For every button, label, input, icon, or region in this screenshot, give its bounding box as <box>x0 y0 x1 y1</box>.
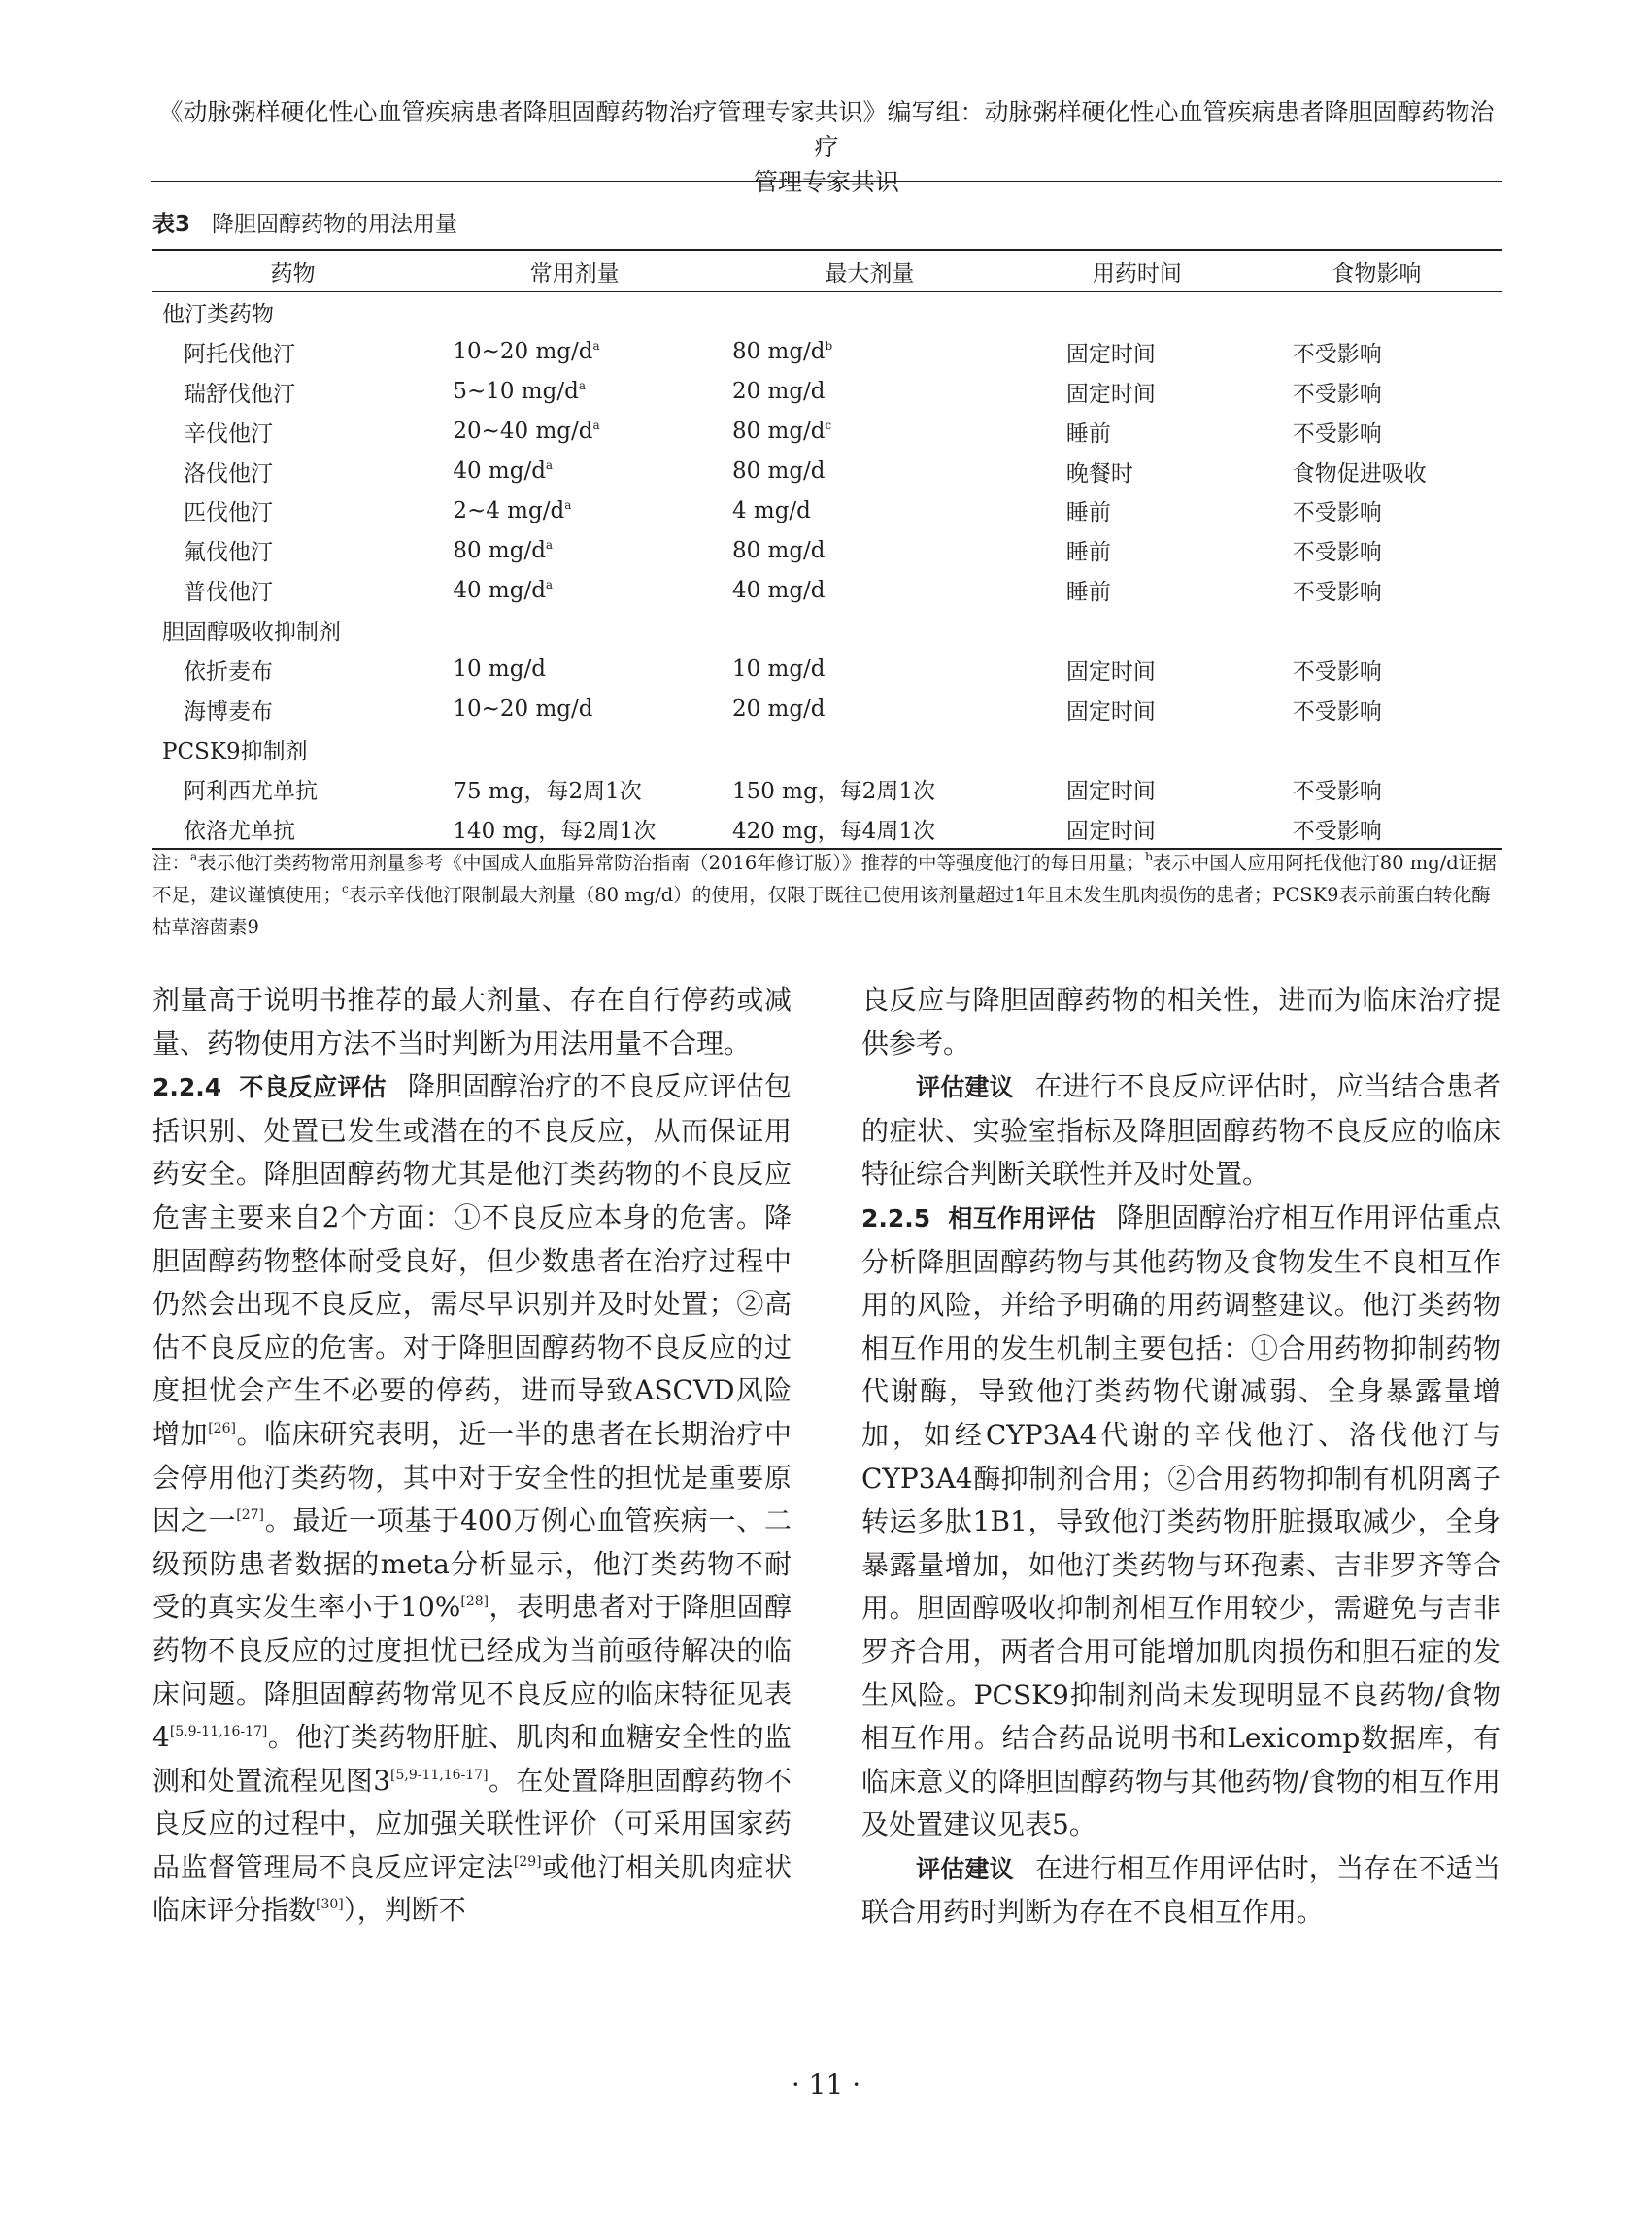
usual-dose-cell-text: 140 mg，每2周1次 <box>453 818 657 844</box>
section-2-2-5 <box>861 1197 1500 1847</box>
body-text: 或他汀相关肌肉症状临床评分指数 <box>152 1850 792 1927</box>
timing-cell <box>1024 332 1251 372</box>
food-effect-cell <box>1251 809 1502 850</box>
note-text: 表示辛伐他汀限制最大剂量（80 mg/d）的使用，仅限于既往已使用该剂量超过1年且未发生肌肉损伤的患者；PCSK9表示前蛋白转化酶枯草溶菌素9 <box>152 884 1491 938</box>
table-3 <box>152 210 1502 850</box>
max-dose-cell <box>716 530 1024 570</box>
body-text: 降胆固醇治疗相互作用评估重点分析降胆固醇药物与其他药物及食物发生不良相互作用的风险，并给予明确的用药调整建议。他汀类药物相互作用的发生机制主要包括：①合用药物抑制药物代谢酶，导致他汀类药物代谢减弱、全身暴露量增加，如经CYP3A4代谢的辛伐他汀、洛伐他汀与CYP3A4酶抑制剂合用；②合用药物抑制有机阴离子转运多肽1B1，导致他汀类药物肝脏摄取减少，全身暴露量增加，如他汀类药物与环孢素、吉非罗齐等合用。胆固醇吸收抑制剂相互作用较少，需避免与吉非罗齐合用，两者合用可能增加肌肉损伤和胆石症的发生风险。PCSK9抑制剂尚未发现明显不良药物/食物相互作用。结合药品说明书和Lexicomp数据库，有临床意义的降胆固醇药物与其他药物/食物的相互作用及处置建议见表5。 <box>861 1200 1500 1841</box>
food-effect-cell-text: 不受影响 <box>1292 818 1382 844</box>
usual-dose-cell <box>433 690 716 729</box>
max-dose-cell-text: 150 mg，每2周1次 <box>731 778 935 804</box>
table-row <box>152 332 1502 372</box>
drug-name-cell <box>152 332 433 372</box>
max-dose-cell <box>716 412 1024 452</box>
timing-cell <box>1024 809 1251 850</box>
drug-name-cell-text: 阿利西尤单抗 <box>184 778 318 804</box>
advice-text: 在进行不良反应评估时，应当结合患者的症状、实验室指标及降胆固醇药物不良反应的临床特征综合判断关联性并及时处置。 <box>861 1070 1500 1191</box>
max-dose-cell <box>716 690 1024 729</box>
usual-dose-cell-text: 80 mg/d <box>453 537 546 563</box>
table-row <box>152 769 1502 809</box>
body-text: 。他汀类药物肝脏、肌肉和血糖安全性的监测和处置流程见图3 <box>152 1721 792 1797</box>
section-title: 相互作用评估 <box>948 1203 1096 1232</box>
col-header-timing: 用药时间 <box>1024 250 1251 292</box>
drug-name-cell <box>152 769 433 809</box>
table-row <box>152 490 1502 530</box>
drug-name-cell <box>152 650 433 690</box>
max-dose-cell-text: 80 mg/d <box>731 537 826 563</box>
food-effect-cell <box>1251 372 1502 412</box>
timing-cell <box>1024 412 1251 452</box>
usual-dose-cell <box>433 490 716 530</box>
timing-cell <box>1024 490 1251 530</box>
max-dose-cell-text: 40 mg/d <box>731 577 826 603</box>
table-note <box>152 847 1502 943</box>
food-effect-cell-text: 不受影响 <box>1292 500 1382 526</box>
food-effect-cell-text: 不受影响 <box>1292 421 1382 447</box>
right-column <box>861 979 1500 1935</box>
header-line-1: 《动脉粥样硬化性心血管疾病患者降胆固醇药物治疗管理专家共识》编写组：动脉粥样硬化性心血管疾病患者降胆固醇药物治疗 <box>158 98 1495 161</box>
timing-cell-text: 睡前 <box>1065 540 1111 566</box>
dosage-table <box>152 249 1502 850</box>
paragraph: 良反应与降胆固醇药物的相关性，进而为临床治疗提供参考。 <box>861 984 1500 1060</box>
citation: [5,9-11,16-17] <box>390 1767 489 1783</box>
table-row <box>152 412 1502 452</box>
usual-dose-cell <box>433 809 716 850</box>
food-effect-cell-text: 食物促进吸收 <box>1292 460 1427 487</box>
max-dose-cell <box>716 490 1024 530</box>
usual-dose-cell <box>433 372 716 412</box>
footnote-marker: a <box>592 419 600 433</box>
food-effect-cell-text: 不受影响 <box>1292 778 1382 804</box>
food-effect-cell-text: 不受影响 <box>1292 658 1382 685</box>
usual-dose-cell-text: 5~10 mg/d <box>453 379 579 405</box>
drug-name-cell-text: 海博麦布 <box>184 698 273 725</box>
footnote-marker: a <box>545 537 554 552</box>
body-text: ），判断不 <box>343 1894 466 1927</box>
table-category-row <box>152 729 1502 769</box>
section-2-2-4 <box>152 1065 792 1933</box>
drug-name-cell <box>152 490 433 530</box>
usual-dose-cell-text: 40 mg/d <box>453 577 546 603</box>
food-effect-cell <box>1251 412 1502 452</box>
timing-cell <box>1024 650 1251 690</box>
table-category-row <box>152 292 1502 332</box>
food-effect-cell <box>1251 690 1502 729</box>
citation: [5,9-11,16-17] <box>169 1724 268 1740</box>
usual-dose-cell-text: 10~20 mg/d <box>453 339 593 365</box>
drug-name-cell-text: 匹伐他汀 <box>184 500 273 526</box>
usual-dose-cell <box>433 570 716 610</box>
drug-name-cell-text: 依洛尤单抗 <box>184 818 295 844</box>
max-dose-cell-text: 420 mg，每4周1次 <box>731 818 935 844</box>
footnote-marker: a <box>564 497 572 512</box>
assessment-advice <box>861 1847 1500 1935</box>
col-header-food-effect: 食物影响 <box>1251 250 1502 292</box>
col-header-max-dose: 最大剂量 <box>716 250 1024 292</box>
table-body <box>152 292 1502 850</box>
body-text: 降胆固醇治疗的不良反应评估包括识别、处置已发生或潜在的不良反应，从而保证用药安全。降胆固醇药物尤其是他汀类药物的不良反应危害主要来自2个方面：①不良反应本身的危害。降胆固醇药物整体耐受良好，但少数患者在治疗过程中仍然会出现不良反应，需尽早识别并及时处置；②高估不良反应的危害。对于降胆固醇药物不良反应的过度担忧会产生不必要的停药，进而导致ASCVD风险增加 <box>152 1070 792 1450</box>
timing-cell-text: 固定时间 <box>1065 818 1156 844</box>
food-effect-cell-text: 不受影响 <box>1292 381 1382 407</box>
note-marker: c <box>342 882 349 895</box>
timing-cell <box>1024 690 1251 729</box>
citation: [26] <box>208 1420 236 1436</box>
footnote-marker: b <box>825 339 833 354</box>
table-header-row <box>152 250 1502 292</box>
citation: [28] <box>460 1594 489 1610</box>
max-dose-cell <box>716 372 1024 412</box>
timing-cell-text: 固定时间 <box>1065 698 1156 725</box>
timing-cell-text: 固定时间 <box>1065 381 1156 407</box>
timing-cell <box>1024 452 1251 491</box>
citation: [30] <box>316 1897 344 1913</box>
food-effect-cell <box>1251 769 1502 809</box>
table-row <box>152 809 1502 850</box>
timing-cell-text: 睡前 <box>1065 580 1111 606</box>
timing-cell-text: 固定时间 <box>1065 778 1156 804</box>
food-effect-cell <box>1251 452 1502 491</box>
drug-name-cell-text: 氟伐他汀 <box>184 540 273 566</box>
food-effect-cell <box>1251 650 1502 690</box>
running-header <box>151 95 1502 200</box>
note-text: 表示中国人应用阿托伐他汀80 mg/d证据不足，建议谨慎使用； <box>152 852 1497 906</box>
table-caption-title: 降胆固醇药物的用法用量 <box>212 212 458 237</box>
section-number: 2.2.5 <box>861 1203 931 1232</box>
usual-dose-cell <box>433 530 716 570</box>
advice-label: 评估建议 <box>916 1854 1014 1883</box>
body-text: ，表明患者对于降胆固醇药物不良反应的过度担忧已经成为当前亟待解决的临床问题。降胆固醇药物常见不良反应的临床特征见表4 <box>152 1591 792 1754</box>
note-text: 注： <box>152 852 191 874</box>
max-dose-cell <box>716 570 1024 610</box>
header-line-2: 管理专家共识 <box>753 168 899 196</box>
food-effect-cell-text: 不受影响 <box>1292 698 1382 725</box>
timing-cell-text: 睡前 <box>1065 500 1111 526</box>
drug-name-cell <box>152 412 433 452</box>
max-dose-cell-text: 20 mg/d <box>731 379 826 405</box>
max-dose-cell-text: 80 mg/d <box>731 339 826 365</box>
category-label: 他汀类药物 <box>162 301 274 327</box>
table-row <box>152 570 1502 610</box>
food-effect-cell-text: 不受影响 <box>1292 341 1382 367</box>
usual-dose-cell <box>433 769 716 809</box>
table-row <box>152 452 1502 491</box>
table-caption <box>152 210 1502 239</box>
section-number: 2.2.4 <box>152 1073 222 1102</box>
drug-name-cell-text: 辛伐他汀 <box>184 421 273 447</box>
usual-dose-cell-text: 40 mg/d <box>453 458 546 484</box>
drug-name-cell <box>152 690 433 729</box>
table-row <box>152 372 1502 412</box>
max-dose-cell <box>716 452 1024 491</box>
footnote-marker: c <box>825 419 832 433</box>
body-text: 。在处置降胆固醇药物不良反应的过程中，应加强关联性评价（可采用国家药品监督管理局不良反应评定法 <box>152 1764 792 1883</box>
header-rule <box>151 181 1502 182</box>
max-dose-cell <box>716 650 1024 690</box>
drug-name-cell <box>152 570 433 610</box>
usual-dose-cell-text: 10~20 mg/d <box>453 696 593 723</box>
footnote-marker: a <box>545 458 554 472</box>
usual-dose-cell <box>433 412 716 452</box>
section-title: 不良反应评估 <box>239 1073 387 1102</box>
table-row <box>152 650 1502 690</box>
food-effect-cell <box>1251 530 1502 570</box>
timing-cell-text: 固定时间 <box>1065 341 1156 367</box>
col-header-drug: 药物 <box>152 250 433 292</box>
drug-name-cell-text: 依折麦布 <box>184 658 273 685</box>
table-row <box>152 530 1502 570</box>
food-effect-cell <box>1251 490 1502 530</box>
max-dose-cell-text: 80 mg/d <box>731 458 826 484</box>
category-label: 胆固醇吸收抑制剂 <box>162 620 341 646</box>
advice-text: 在进行相互作用评估时，当存在不适当联合用药时判断为存在不良相互作用。 <box>861 1851 1500 1929</box>
drug-name-cell-text: 阿托伐他汀 <box>184 341 295 367</box>
note-marker: a <box>190 850 198 863</box>
timing-cell <box>1024 769 1251 809</box>
left-column <box>152 979 792 1933</box>
food-effect-cell <box>1251 332 1502 372</box>
body-text: 。临床研究表明，近一半的患者在长期治疗中会停用他汀类药物，其中对于安全性的担忧是重要原因之一 <box>152 1417 792 1537</box>
body-text: 。最近一项基于400万例心血管疾病一、二级预防患者数据的meta分析显示，他汀类药物不耐受的真实发生率小于10% <box>152 1504 792 1624</box>
timing-cell-text: 固定时间 <box>1065 658 1156 685</box>
max-dose-cell-text: 20 mg/d <box>731 696 826 723</box>
usual-dose-cell <box>433 650 716 690</box>
timing-cell-text: 晚餐时 <box>1065 460 1133 487</box>
note-text: 表示他汀类药物常用剂量参考《中国成人血脂异常防治指南（2016年修订版）》推荐的中等强度他汀的每日用量； <box>197 852 1146 874</box>
max-dose-cell <box>716 332 1024 372</box>
table-caption-number: 表3 <box>152 212 191 237</box>
category-label: PCSK9抑制剂 <box>162 738 308 764</box>
citation: [27] <box>236 1507 265 1524</box>
food-effect-cell-text: 不受影响 <box>1292 540 1382 566</box>
timing-cell <box>1024 570 1251 610</box>
max-dose-cell <box>716 809 1024 850</box>
food-effect-cell <box>1251 570 1502 610</box>
table-row <box>152 690 1502 729</box>
drug-name-cell <box>152 372 433 412</box>
drug-name-cell-text: 洛伐他汀 <box>184 460 273 487</box>
drug-name-cell <box>152 809 433 850</box>
usual-dose-cell-text: 20~40 mg/d <box>453 419 593 445</box>
usual-dose-cell <box>433 332 716 372</box>
timing-cell <box>1024 530 1251 570</box>
drug-name-cell-text: 瑞舒伐他汀 <box>184 381 295 407</box>
assessment-advice <box>861 1065 1500 1197</box>
table-category-row <box>152 610 1502 650</box>
citation: [29] <box>513 1853 542 1870</box>
drug-name-cell-text: 普伐他汀 <box>184 580 273 606</box>
paragraph: 剂量高于说明书推荐的最大剂量、存在自行停药或减量、药物使用方法不当时判断为用法用量不合理。 <box>152 984 792 1060</box>
usual-dose-cell <box>433 452 716 491</box>
footnote-marker: a <box>578 379 586 393</box>
max-dose-cell-text: 10 mg/d <box>731 657 826 683</box>
footnote-marker: a <box>592 339 600 354</box>
drug-name-cell <box>152 452 433 491</box>
page-number: · 11 · <box>791 2069 861 2101</box>
note-marker: b <box>1145 850 1153 863</box>
usual-dose-cell-text: 2~4 mg/d <box>453 497 565 523</box>
food-effect-cell-text: 不受影响 <box>1292 580 1382 606</box>
drug-name-cell <box>152 530 433 570</box>
timing-cell-text: 睡前 <box>1065 421 1111 447</box>
advice-label: 评估建议 <box>916 1073 1014 1102</box>
max-dose-cell <box>716 769 1024 809</box>
col-header-usual-dose: 常用剂量 <box>433 250 716 292</box>
usual-dose-cell-text: 75 mg，每2周1次 <box>453 778 642 804</box>
footnote-marker: a <box>545 577 554 591</box>
max-dose-cell-text: 80 mg/d <box>731 419 826 445</box>
max-dose-cell-text: 4 mg/d <box>731 497 811 523</box>
timing-cell <box>1024 372 1251 412</box>
usual-dose-cell-text: 10 mg/d <box>453 657 546 683</box>
